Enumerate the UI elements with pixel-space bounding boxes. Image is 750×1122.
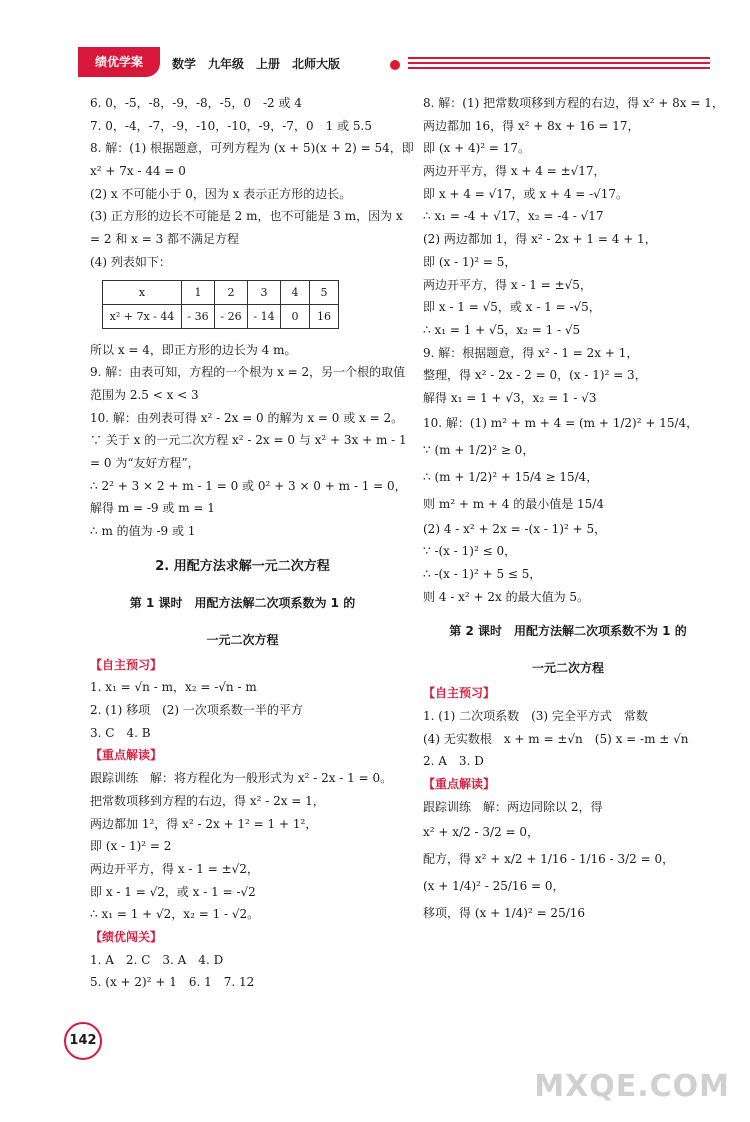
right-column xyxy=(423,92,724,927)
table-cell: - 36 xyxy=(182,304,215,328)
lesson-title: 第 1 课时 用配方法解二次项系数为 1 的 xyxy=(129,595,356,610)
answer-line: ∴ -(x - 1)² + 5 ≤ 5， xyxy=(423,567,542,581)
answer-line: ∴ x₁ = 1 + √2，x₂ = 1 - √2。 xyxy=(90,907,260,922)
chapter-title: 2. 用配方法求解一元二次方程 xyxy=(155,558,330,574)
section-heading: 【绩优闯关】 xyxy=(90,929,163,944)
answer-line: ∴ 2² + 3 × 2 + m - 1 = 0 或 0² + 3 × 0 + m - 1 = 0， xyxy=(90,478,407,493)
table-cell: 2 xyxy=(215,280,248,304)
answer-line: 6. 0，-5，-8，-9，-8，-5，0 -2 或 4 xyxy=(90,96,302,110)
answer-line: 2. A 3. D xyxy=(423,754,484,769)
answer-line: (3) 正方形的边长不可能是 2 m，也不可能是 3 m，因为 x xyxy=(90,209,403,224)
answer-line: 9. 解：根据题意，得 x² - 1 = 2x + 1， xyxy=(423,345,639,360)
table-cell: 3 xyxy=(248,280,281,304)
answer-line: 1. x₁ = √n - m，x₂ = -√n - m xyxy=(90,680,257,695)
table-cell: x² + 7x - 44 xyxy=(103,304,182,328)
table-cell: 5 xyxy=(310,280,339,304)
section-heading: 【自主预习】 xyxy=(90,657,163,672)
book-info: 数学 九年级 上册 北师大版 xyxy=(172,57,341,71)
answer-line: 3. C 4. B xyxy=(90,725,151,740)
answer-line: 10. 解：由列表可得 x² - 2x = 0 的解为 x = 0 或 x = 2。 xyxy=(90,410,404,425)
lesson-title: 一元二次方程 xyxy=(206,632,279,647)
table-cell: x xyxy=(103,280,182,304)
answer-line: 两边都加 1²，得 x² - 2x + 1² = 1 + 1²， xyxy=(90,816,318,831)
answer-line: 移项，得 (x + 1/4)² = 25/16 xyxy=(423,905,586,920)
answer-line: 即 x - 1 = √2，或 x - 1 = -√2 xyxy=(90,884,256,899)
answer-line: 两边开平方，得 x - 1 = ±√2， xyxy=(90,861,259,876)
answer-line: 解得 x₁ = 1 + √3，x₂ = 1 - √3 xyxy=(423,390,597,405)
answer-line: 5. (x + 2)² + 1 6. 1 7. 12 xyxy=(90,975,255,990)
answer-line: ∴ (m + 1/2)² + 15/4 ≥ 15/4， xyxy=(423,469,599,484)
watermark: MXQE.COM xyxy=(534,1069,730,1104)
section-heading: 【重点解读】 xyxy=(90,748,163,763)
page-number: 142 xyxy=(64,1022,102,1060)
answer-line: x² + x/2 - 3/2 = 0， xyxy=(423,824,540,839)
answer-line: 则 m² + m + 4 的最小值是 15/4 xyxy=(423,496,604,511)
answer-line: ∴ x₁ = 1 + √5，x₂ = 1 - √5 xyxy=(423,322,581,337)
section-heading: 【自主预习】 xyxy=(423,686,496,701)
answer-line: 则 4 - x² + 2x 的最大值为 5。 xyxy=(423,589,590,604)
lesson-title: 第 2 课时 用配方法解二次项系数不为 1 的 xyxy=(449,624,687,639)
answer-line: 把常数项移到方程的右边，得 x² - 2x = 1， xyxy=(90,793,325,808)
answer-line: (4) 无实数根 x + m = ±√n (5) x = -m ± √n xyxy=(423,731,689,746)
answer-line: ∵ (m + 1/2)² ≥ 0， xyxy=(423,442,535,457)
series-badge: 绩优学案 xyxy=(78,47,160,77)
answer-line: (2) 两边都加 1，得 x² - 2x + 1 = 4 + 1， xyxy=(423,232,657,247)
answer-line: 整理，得 x² - 2x - 2 = 0，(x - 1)² = 3， xyxy=(423,368,647,383)
answer-line: = 0 为“友好方程”， xyxy=(90,455,200,470)
left-column xyxy=(90,92,414,994)
answer-line: 即 x - 1 = √5，或 x - 1 = -√5， xyxy=(423,300,601,315)
answer-line: 10. 解：(1) m² + m + 4 = (m + 1/2)² + 15/4， xyxy=(423,415,699,430)
answer-line: 两边都加 16，得 x² + 8x + 16 = 17， xyxy=(423,118,640,133)
answer-line: 1. A 2. C 3. A 4. D xyxy=(90,952,224,967)
answer-line: 两边开平方，得 x + 4 = ±√17， xyxy=(423,164,606,179)
table-cell: - 26 xyxy=(215,304,248,328)
table-row xyxy=(103,280,339,304)
answer-line: = 2 和 x = 3 都不满足方程 xyxy=(90,232,240,247)
answer-line: 所以 x = 4，即正方形的边长为 4 m。 xyxy=(90,342,297,357)
header-rule xyxy=(408,57,710,59)
table-cell: 4 xyxy=(281,280,310,304)
answer-line: 8. 解：(1) 根据题意，可列方程为 (x + 5)(x + 2) = 54，即 xyxy=(90,141,414,156)
answer-line: ∵ -(x - 1)² ≤ 0， xyxy=(423,544,517,559)
page-header xyxy=(78,47,710,77)
table-cell: 0 xyxy=(281,304,310,328)
answer-line: 即 (x - 1)² = 5， xyxy=(423,254,517,269)
answer-line: 即 (x + 4)² = 17。 xyxy=(423,141,531,156)
answer-line: x² + 7x - 44 = 0 xyxy=(90,164,186,179)
table-row xyxy=(103,304,339,328)
answer-line: 跟踪训练 解：两边同除以 2，得 xyxy=(423,799,603,814)
table-cell: 1 xyxy=(182,280,215,304)
answer-line: 解得 m = -9 或 m = 1 xyxy=(90,501,215,516)
answer-line: (2) x 不可能小于 0，因为 x 表示正方形的边长。 xyxy=(90,186,352,201)
answer-line: 9. 解：由表可知，方程的一个根为 x = 2，另一个根的取值 xyxy=(90,365,406,380)
header-rule xyxy=(408,67,710,69)
answer-line: ∴ m 的值为 -9 或 1 xyxy=(90,524,196,538)
answer-line: 两边开平方，得 x - 1 = ±√5， xyxy=(423,277,592,292)
answer-line: ∴ x₁ = -4 + √17，x₂ = -4 - √17 xyxy=(423,209,604,224)
answer-line: 即 (x - 1)² = 2 xyxy=(90,839,172,854)
answer-line: ∵ 关于 x 的一元二次方程 x² - 2x = 0 与 x² + 3x + m - 1 xyxy=(90,433,407,448)
section-heading: 【重点解读】 xyxy=(423,777,496,792)
answer-line: 跟踪训练 解：将方程化为一般形式为 x² - 2x - 1 = 0。 xyxy=(90,771,393,786)
table-cell: - 14 xyxy=(248,304,281,328)
answer-line: 范围为 2.5 < x < 3 xyxy=(90,387,199,402)
header-rule xyxy=(408,62,710,64)
answer-line: (2) 4 - x² + 2x = -(x - 1)² + 5， xyxy=(423,521,607,536)
answer-line: (4) 列表如下： xyxy=(90,254,171,269)
answer-line: 配方，得 x² + x/2 + 1/16 - 1/16 - 3/2 = 0， xyxy=(423,851,675,866)
answer-line: 7. 0，-4，-7，-9，-10，-10，-9，-7，0 1 或 5.5 xyxy=(90,118,372,133)
answer-line: 即 x + 4 = √17，或 x + 4 = -√17。 xyxy=(423,186,629,201)
header-dot xyxy=(390,60,400,70)
value-table xyxy=(102,280,339,329)
answer-line: 1. (1) 二次项系数 (3) 完全平方式 常数 xyxy=(423,709,648,724)
lesson-title: 一元二次方程 xyxy=(531,661,604,676)
answer-line: 8. 解：(1) 把常数项移到方程的右边，得 x² + 8x = 1， xyxy=(423,96,724,110)
answer-line: (x + 1/4)² - 25/16 = 0， xyxy=(423,878,565,893)
table-cell: 16 xyxy=(310,304,339,328)
answer-line: 2. (1) 移项 (2) 一次项系数一半的平方 xyxy=(90,703,303,718)
